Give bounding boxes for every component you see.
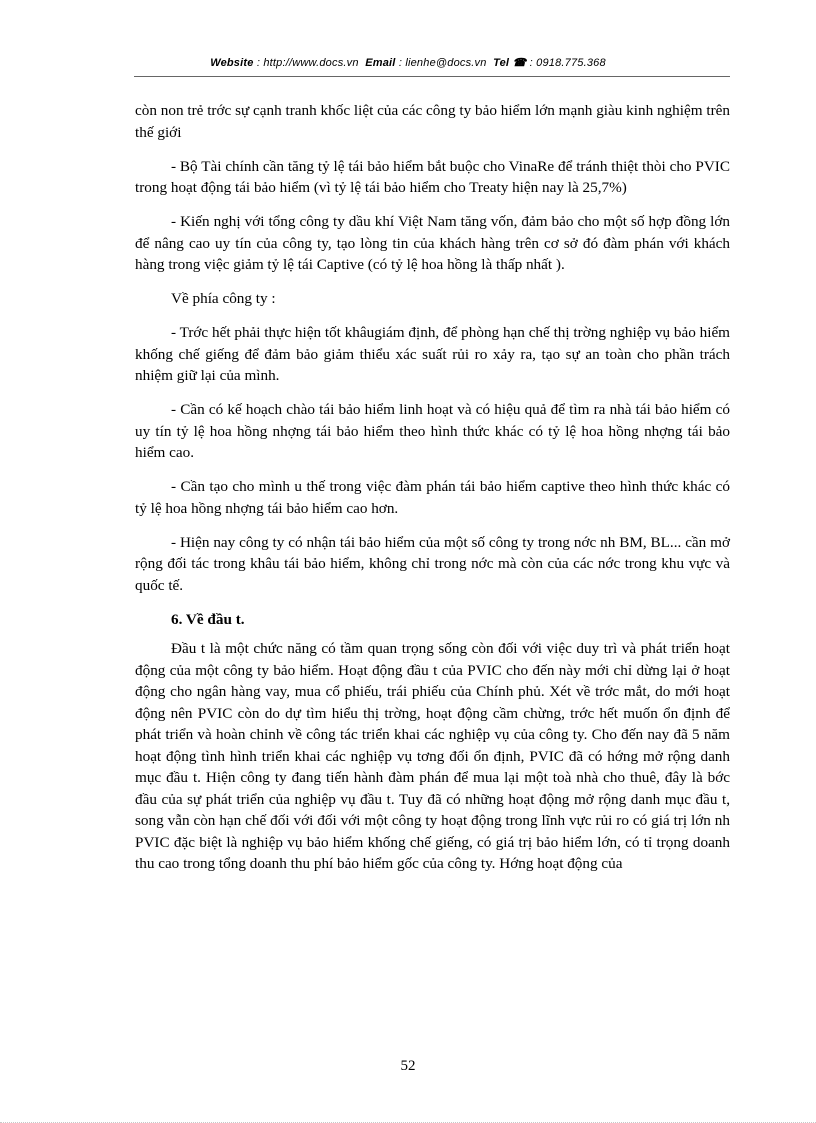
email-value: : lienhe@docs.vn [398,57,487,69]
page-number: 52 [400,1058,416,1074]
header-rule [134,76,730,77]
paragraph-reinsurance-plan: - Cần có kế hoạch chào tái bảo hiểm linh hoạt và có hiệu quả để tìm ra nhà tái bảo hiểm có uy tín tỷ lệ hoa hồng nhợng tái bảo hiểm theo hình thức khác có tỷ lệ hoa hồng nhợng tái bảo hiểm cao. [135,401,730,461]
page-header [0,56,816,69]
paragraph-assessment: - Trớc hết phải thực hiện tốt khâugiám định, để phòng hạn chế thị trờng nghiệp vụ bảo hiểm khống chế giếng để đảm bảo giảm thiểu xác suất rủi ro xảy ra, tạo sự an toàn cho phần trách nhiệm giữ lại của mình. [135,324,730,384]
paragraph-company-side: Về phía công ty : [171,290,276,307]
tel-label: Tel [493,57,510,69]
paragraph-intro: còn non trẻ trớc sự cạnh tranh khốc liệt của các công ty bảo hiểm lớn mạnh giàu kinh nghiệm trên thế giới [135,102,730,141]
tel-value: : 0918.775.368 [529,57,606,69]
website-value: : http://www.docs.vn [256,57,359,69]
website-label: Website [210,57,254,69]
paragraph-capital-recommendation: - Kiến nghị với tổng công ty dầu khí Việt Nam tăng vốn, đảm bảo cho một số hợp đồng lớn để nâng cao uy tín của công ty, tạo lòng tin của khách hàng trên cơ sở đó đàm phán với khách hàng trong việc giảm tỷ lệ tái Captive (có tỷ lệ hoa hồng là thấp nhất ). [135,213,730,273]
paragraph-investment: Đầu t là một chức năng có tầm quan trọng sống còn đối với việc duy trì và phát triển hoạt động của một công ty bảo hiểm. Hoạt động đầu t của PVIC cho đến này mới chỉ dừng lại ở hoạt động cho ngân hàng vay, mua cổ phiếu, trái phiếu của Chính phủ. Xét về trớc mắt, do mới hoạt động nên PVIC còn do dự tìm hiểu thị trờng, hoạt động cầm chừng, trớc hết muốn ổn định để phát triển và hoàn chỉnh về công tác triển khai các nghiệp vụ của công ty. Cho đến nay đã 5 năm hoạt động tình hình triển khai các nghiệp vụ tơng đối ổn định, PVIC đã có hớng mở rộng danh mục đầu t. Hiện công ty đang tiến hành đàm phán để mua lại một toà nhà cho thuê, đây là bớc đầu của sự phát triển của nghiệp vụ đầu t. Tuy đã có những hoạt động mở rộng danh mục đầu t, song vẫn còn hạn chế đối với đối với một công ty hoạt động trong lĩnh vực rủi ro có giá trị lớn nh PVIC đặc biệt là nghiệp vụ bảo hiểm khống chế giếng, có giá trị bảo hiểm lớn, có tỉ trọng doanh thu cao trong tổng doanh thu phí bảo hiểm gốc của công ty. Hớng hoạt động của [135,640,730,872]
email-label: Email [365,57,396,69]
document-body [135,100,730,887]
paragraph-ministry-reinsurance: - Bộ Tài chính cần tăng tỷ lệ tái bảo hiểm bắt buộc cho VinaRe để tránh thiệt thòi cho PVIC trong hoạt động tái bảo hiểm (vì tỷ lệ tái bảo hiểm cho Treaty hiện nay là 25,7%) [135,157,730,196]
section-heading: 6. Về đầu t. [171,610,245,628]
paragraph-captive-negotiation: - Cần tạo cho mình u thế trong việc đàm phán tái bảo hiểm captive theo hình thức khác có tỷ lệ hoa hồng nhợng tái bảo hiểm cao hơn. [135,478,730,517]
paragraph-partners: - Hiện nay công ty có nhận tái bảo hiểm của một số công ty trong nớc nh BM, BL... cần mở rộng đối tác trong khâu tái bảo hiểm, không chỉ trong nớc mà còn của các nớc trong khu vực và quốc tế. [135,533,730,594]
phone-icon: ☎ [512,57,527,69]
